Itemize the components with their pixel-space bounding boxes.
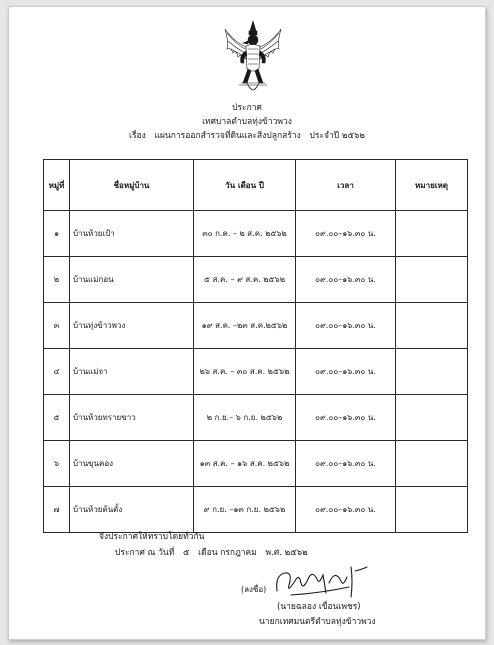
announced-day: ๕ xyxy=(183,548,190,558)
cell-village-no: ๑ xyxy=(44,211,70,257)
header-village-name: ชื่อหมู่บ้าน xyxy=(70,160,194,211)
table-header-row xyxy=(44,160,468,211)
header-remarks: หมายเหตุ xyxy=(396,160,468,211)
subject-year: ประจำปี ๒๕๖๒ xyxy=(309,131,365,141)
cell-village-name: บ้านห้วยต้นตั้ง xyxy=(70,487,194,533)
table-row xyxy=(44,349,468,395)
organization-name: เทศบาลตำบลทุ่งข้าวพวง xyxy=(202,117,292,127)
table-row xyxy=(44,395,468,441)
cell-date: ๓๐ ก.ค. – ๒ ส.ค. ๒๕๖๒ xyxy=(194,211,296,257)
cell-village-name: บ้านขุนคอง xyxy=(70,441,194,487)
cell-date: ๒ ก.ย.– ๖ ก.ย. ๒๕๖๒ xyxy=(194,395,296,441)
table-row xyxy=(44,257,468,303)
subject-line xyxy=(9,129,485,143)
cell-village-name: บ้านห้วยเป้า xyxy=(70,211,194,257)
cell-remarks xyxy=(396,257,468,303)
cell-village-name: บ้านห้วยทรายขาว xyxy=(70,395,194,441)
signer-position: นายกเทศมนตรีตำบลทุ่งข้าวพวง xyxy=(259,617,376,627)
cell-time: ๐๙.๐๐–๑๖.๓๐ น. xyxy=(296,349,396,395)
cell-time: ๐๙.๐๐–๑๖.๓๐ น. xyxy=(296,441,396,487)
cell-remarks xyxy=(396,487,468,533)
cell-village-no: ๒ xyxy=(44,257,70,303)
cell-date: ๕ ส.ค. – ๙ ส.ค. ๒๕๖๒ xyxy=(194,257,296,303)
document-sheet xyxy=(8,6,486,640)
cell-village-no: ๗ xyxy=(44,487,70,533)
cell-time: ๐๙.๐๐–๑๖.๓๐ น. xyxy=(296,487,396,533)
header-date: วัน เดือน ปี xyxy=(194,160,296,211)
cell-village-no: ๔ xyxy=(44,349,70,395)
cell-village-no: ๖ xyxy=(44,441,70,487)
table-row xyxy=(44,211,468,257)
announced-year: พ.ศ. ๒๕๖๒ xyxy=(265,548,308,558)
closing-notice: จึงประกาศให้ทราบโดยทั่วกัน xyxy=(99,532,205,542)
garuda-emblem-icon xyxy=(221,19,285,99)
cell-remarks xyxy=(396,349,468,395)
cell-date: ๒๖ ส.ค. – ๓๐ ส.ค. ๒๕๖๒ xyxy=(194,349,296,395)
handwritten-signature-icon xyxy=(271,563,371,599)
cell-remarks xyxy=(396,303,468,349)
subject-text: แผนการออกสำรวจที่ดินและสิ่งปลูกสร้าง xyxy=(154,131,301,141)
announcement-header xyxy=(9,101,485,143)
closing-statement xyxy=(99,529,314,561)
cell-village-no: ๕ xyxy=(44,395,70,441)
cell-time: ๐๙.๐๐–๑๖.๓๐ น. xyxy=(296,257,396,303)
table-row xyxy=(44,441,468,487)
cell-date: ๑๙ ส.ค. –๒๓ ส.ค.๒๕๖๒ xyxy=(194,303,296,349)
cell-date: ๙ ก.ย. –๑๓ ก.ย. ๒๕๖๒ xyxy=(194,487,296,533)
cell-village-name: บ้านทุ่งข้าวพวง xyxy=(70,303,194,349)
cell-time: ๐๙.๐๐–๑๖.๓๐ น. xyxy=(296,303,396,349)
announced-label: ประกาศ ณ วันที่ xyxy=(115,548,175,558)
cell-remarks xyxy=(396,441,468,487)
cell-remarks xyxy=(396,395,468,441)
subject-label: เรื่อง xyxy=(129,131,146,141)
cell-remarks xyxy=(396,211,468,257)
cell-village-no: ๓ xyxy=(44,303,70,349)
header-village-no: หมู่ที่ xyxy=(44,160,70,211)
header-time: เวลา xyxy=(296,160,396,211)
cell-date: ๑๓ ส.ค. – ๑๖ ส.ค. ๒๕๖๒ xyxy=(194,441,296,487)
announcement-title: ประกาศ xyxy=(232,103,262,113)
signer-name: (นายฉลอง เขื่อนเพชร) xyxy=(277,602,361,612)
table-row xyxy=(44,487,468,533)
cell-time: ๐๙.๐๐–๑๖.๓๐ น. xyxy=(296,211,396,257)
cell-village-name: บ้านแม่จา xyxy=(70,349,194,395)
signed-label: (ลงชื่อ) xyxy=(241,585,267,594)
table-row xyxy=(44,303,468,349)
survey-schedule-table xyxy=(43,159,468,533)
cell-time: ๐๙.๐๐–๑๖.๓๐ น. xyxy=(296,395,396,441)
announced-month: เดือน กรกฎาคม xyxy=(198,548,257,558)
cell-village-name: บ้านแม่กอน xyxy=(70,257,194,303)
announcement-date-line xyxy=(99,545,314,561)
